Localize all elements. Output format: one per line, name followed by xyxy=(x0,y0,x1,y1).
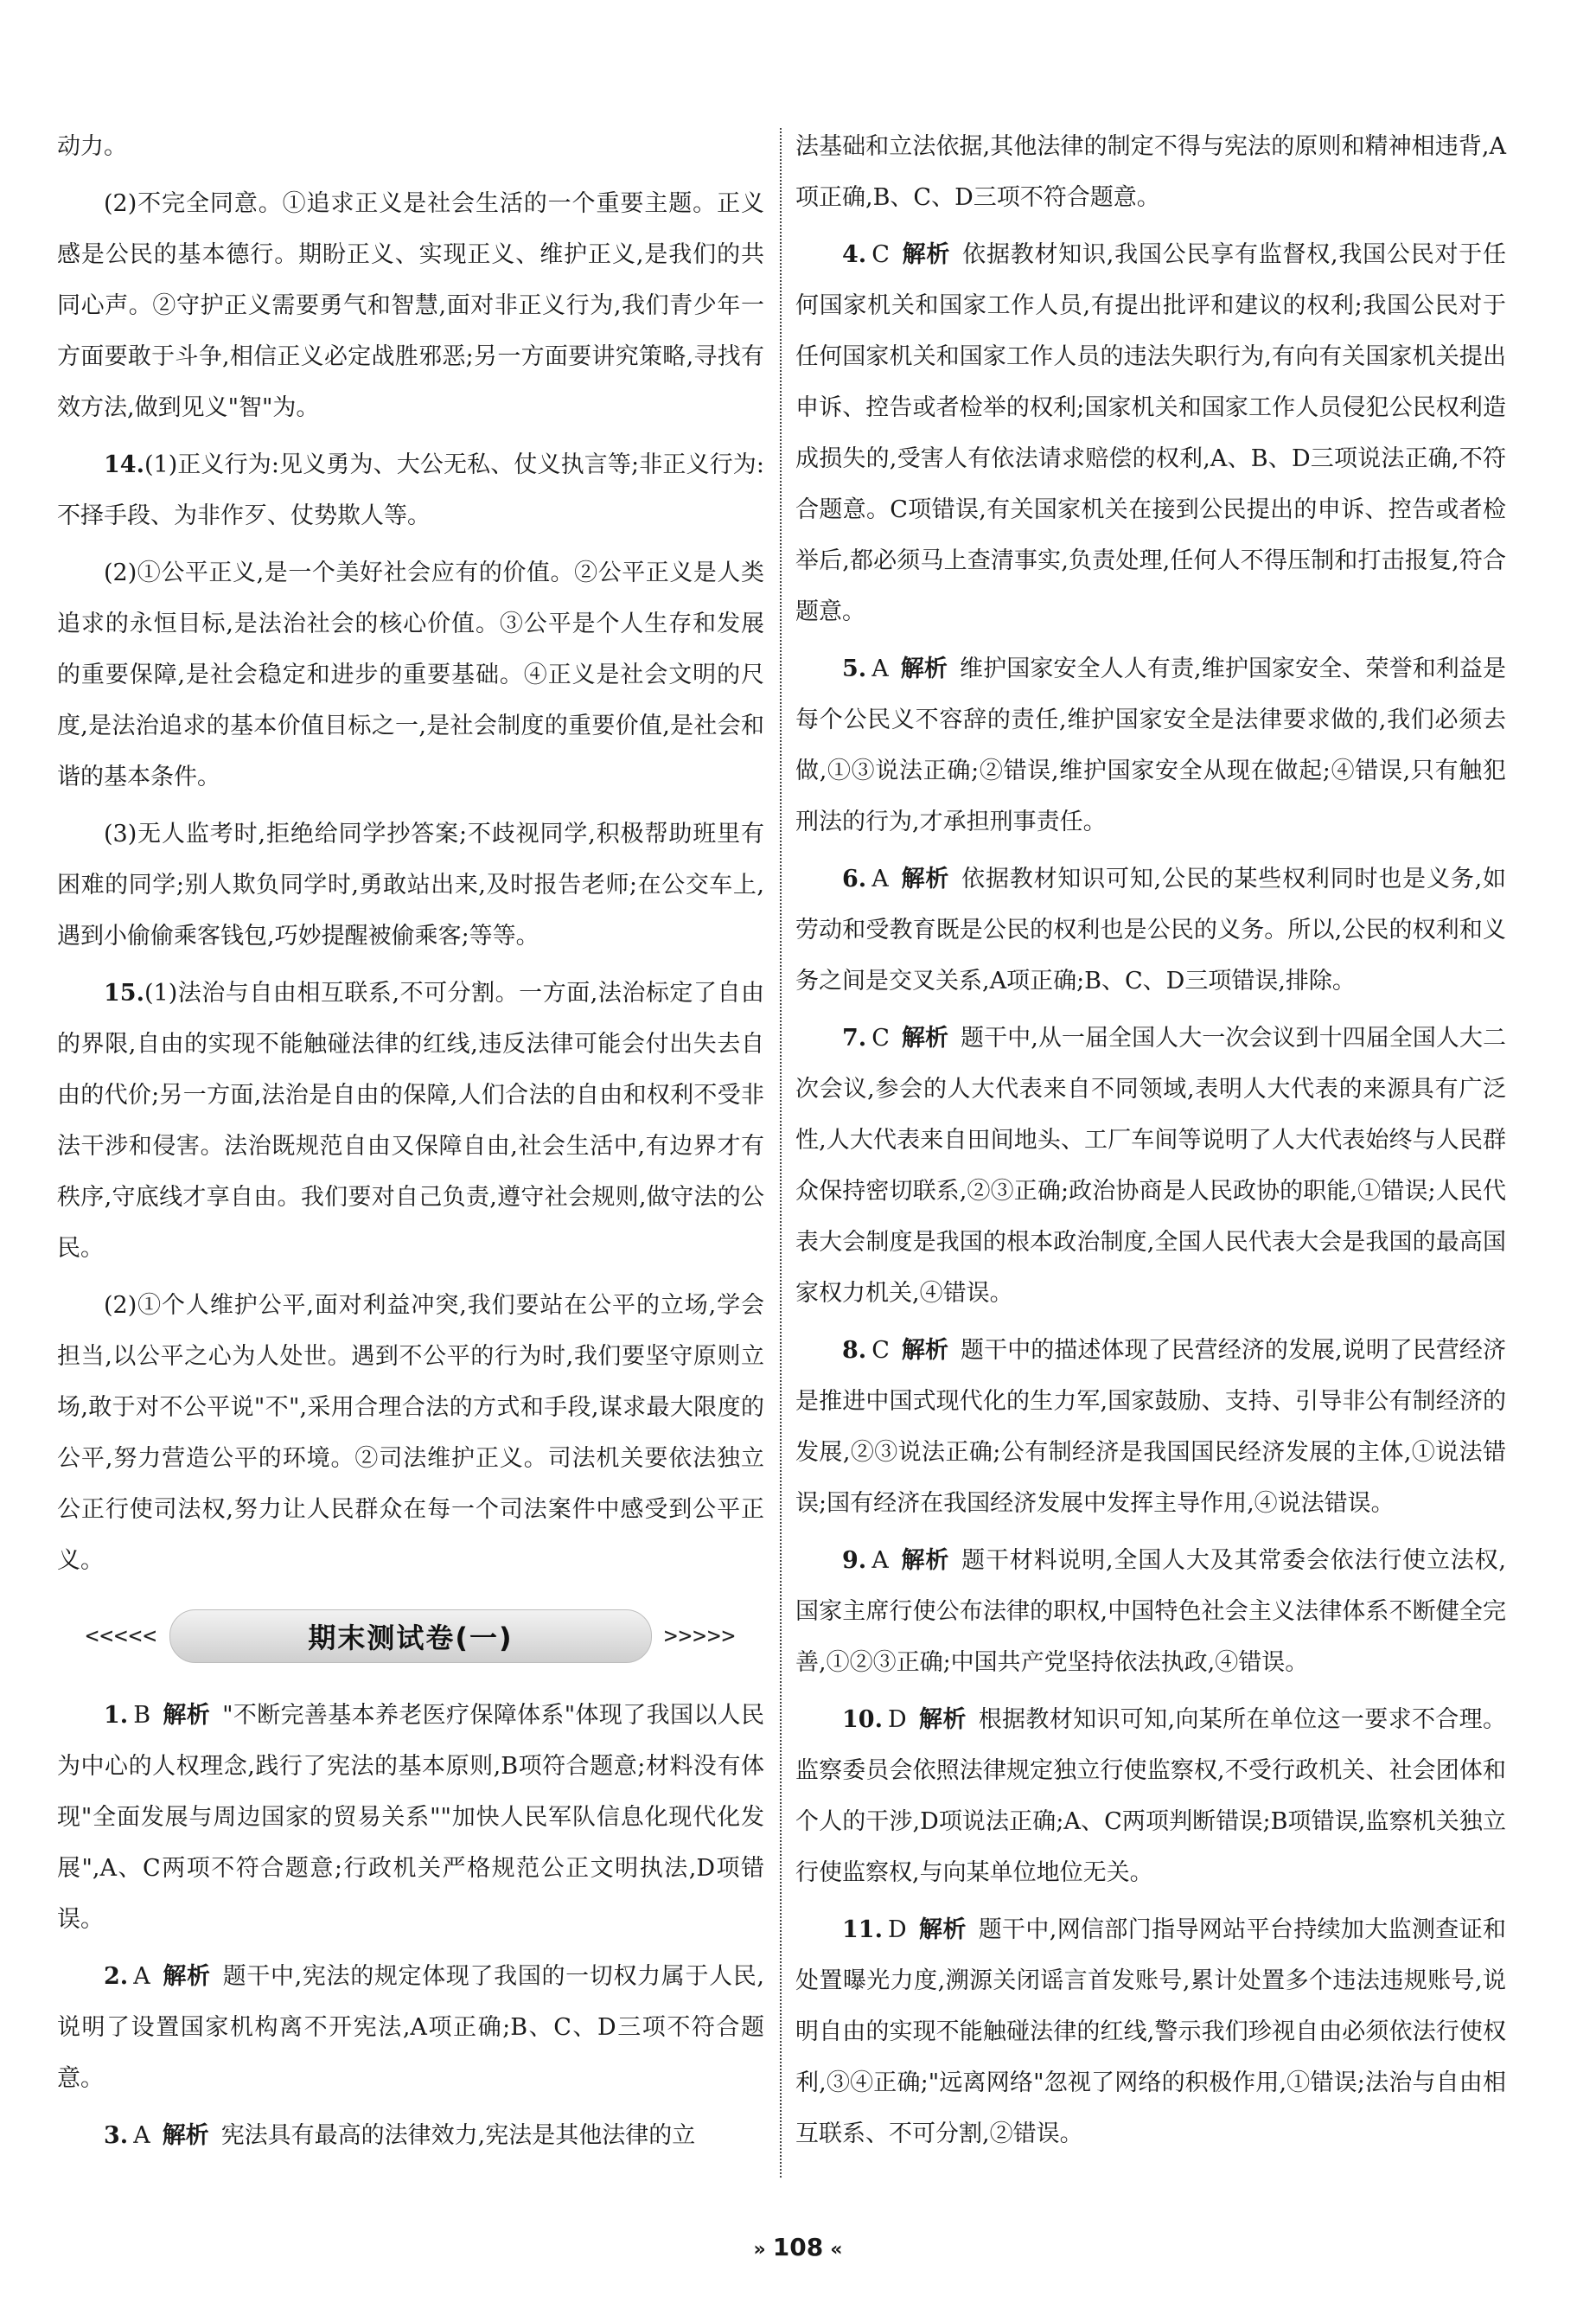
paragraph: 动力。 xyxy=(57,133,127,160)
answer-letter: D xyxy=(887,1916,907,1943)
analysis-text: 维护国家安全人人有责,维护国家安全、荣誉和利益是每个公民义不容辞的责任,维护国家安全是法律要求做的,我们必须去做,①③说法正确;②错误,维护国家安全从现在做起;④错误,只有触犯刑法的行为,才承担刑事责任。 xyxy=(795,656,1507,835)
analysis-label: 解析 xyxy=(918,1706,967,1733)
section-title: 期末测试卷(一) xyxy=(169,1609,652,1663)
analysis-text: 题干中,从一届全国人大一次会议到十四届全国人大二次会议,参会的人大代表来自不同领域,表明人大代表的来源具有广泛性,人大代表来自田间地头、工厂车间等说明了人大代表始终与人民群众保持密切联系,②③正确;政治协商是人民政协的职能,①错误;人民代表大会制度是我国的根本政治制度,全国人民代表大会是我国的最高国家权力机关,④错误。 xyxy=(795,1025,1506,1307)
analysis-text: 根据教材知识可知,向某所在单位这一要求不合理。监察委员会依照法律规定独立行使监察权,不受行政机关、社会团体和个人的干涉,D项说法正确;A、C两项判断错误;B项错误,监察机关独立行使监察权,与向某单位地位无关。 xyxy=(795,1706,1506,1886)
answer-letter: D xyxy=(887,1706,907,1733)
answer-item-6 xyxy=(795,854,1506,1007)
answer-item-3 xyxy=(57,2110,764,2161)
question-number: 14. xyxy=(104,451,144,478)
analysis-text: 题干中的描述体现了民营经济的发展,说明了民营经济是推进中国式现代化的生力军,国家鼓励、支持、引导非公有制经济的发展,②③说法正确;公有制经济是我国国民经济发展的主体,①说法错误;国有经济在我国经济发展中发挥主导作用,④说法错误。 xyxy=(795,1337,1506,1517)
analysis-label: 解析 xyxy=(162,2122,209,2149)
answer-15-part1 xyxy=(57,968,764,1274)
analysis-text: 题干中,宪法的规定体现了我国的一切权力属于人民,说明了设置国家机构离不开宪法,A项正确;B、C、D三项不符合题意。 xyxy=(57,1963,764,2092)
answer-letter: A xyxy=(133,1963,150,1990)
analysis-label: 解析 xyxy=(900,866,950,892)
analysis-label: 解析 xyxy=(901,1025,949,1052)
question-number: 1. xyxy=(104,1702,129,1729)
analysis-label: 解析 xyxy=(918,1916,967,1943)
answer-item-11 xyxy=(795,1904,1506,2159)
answer-text: (1)正义行为:见义勇为、大公无私、仗义执言等;非正义行为:不择手段、为非作歹、仗势欺人等。 xyxy=(57,451,764,529)
answer-letter: A xyxy=(871,866,889,892)
left-arrows-decoration: <<<<< xyxy=(85,1623,157,1649)
page-number: 108 xyxy=(772,2233,824,2261)
question-number: 2. xyxy=(104,1963,129,1990)
answer-item-4 xyxy=(795,229,1506,637)
section-banner xyxy=(57,1605,764,1667)
paragraph: (2)不完全同意。①追求正义是社会生活的一个重要主题。正义感是公民的基本德行。期盼正义、实现正义、维护正义,是我们的共同心声。②守护正义需要勇气和智慧,面对非正义行为,我们青少年一方面要敢于斗争,相信正义必定战胜邪恶;另一方面要讲究策略,寻找有效方法,做到见义"智"为。 xyxy=(57,190,764,421)
right-column xyxy=(795,121,1506,2165)
analysis-label: 解析 xyxy=(900,1547,950,1574)
answer-item-10 xyxy=(795,1694,1506,1898)
question-number: 8. xyxy=(842,1337,867,1364)
analysis-text: 依据教材知识可知,公民的某些权利同时也是义务,如劳动和受教育既是公民的权利也是公民的义务。所以,公民的权利和义务之间是交叉关系,A项正确;B、C、D三项错误,排除。 xyxy=(795,866,1507,995)
analysis-text: "不断完善基本养老医疗保障体系"体现了我国以人民为中心的人权理念,践行了宪法的基本原则,B项符合题意;材料没有体现"全面发展与周边国家的贸易关系""加快人民军队信息化现代化发展",A、C两项不符合题意;行政机关严格规范公正文明执法,D项错误。 xyxy=(57,1702,765,1933)
answer-item-1 xyxy=(57,1690,764,1945)
question-number: 4. xyxy=(842,241,867,268)
analysis-label: 解析 xyxy=(163,1702,211,1729)
chevron-right-icon: » xyxy=(753,2239,766,2261)
left-column xyxy=(57,121,764,2167)
analysis-label: 解析 xyxy=(900,656,948,682)
question-number: 11. xyxy=(842,1916,883,1943)
answer-15-part2: (2)①个人维护公平,面对利益冲突,我们要站在公平的立场,学会担当,以公平之心为人处世。遇到不公平的行为时,我们要坚守原则立场,敢于对不公平说"不",采用合理合法的方式和手段,谋求最大限度的公平,努力营造公平的环境。②司法维护正义。司法机关要依法独立公正行使司法权,努力让人民群众在每一个司法案件中感受到公平正义。 xyxy=(57,1292,764,1574)
answer-item-3-continued: 法基础和立法依据,其他法律的制定不得与宪法的原则和精神相违背,A项正确,B、C、D三项不符合题意。 xyxy=(795,133,1506,211)
analysis-label: 解析 xyxy=(901,241,951,268)
answer-item-9 xyxy=(795,1535,1506,1688)
answer-letter: A xyxy=(871,656,889,682)
question-number: 10. xyxy=(842,1706,883,1733)
page-footer xyxy=(0,2233,1596,2261)
answer-14-part1 xyxy=(57,439,764,541)
answer-item-5 xyxy=(795,643,1506,847)
answer-letter: A xyxy=(871,1547,889,1574)
chevron-left-icon: « xyxy=(830,2239,843,2261)
answer-item-7 xyxy=(795,1013,1506,1319)
answer-14-part3: (3)无人监考时,拒绝给同学抄答案;不歧视同学,积极帮助班里有困难的同学;别人欺负同学时,勇敢站出来,及时报告老师;在公交车上,遇到小偷偷乘客钱包,巧妙提醒被偷乘客;等等。 xyxy=(57,821,764,950)
analysis-text: 题干中,网信部门指导网站平台持续加大监测查证和处置曝光力度,溯源关闭谣言首发账号,累计处置多个违法违规账号,说明自由的实现不能触碰法律的红线,警示我们珍视自由必须依法行使权利,③④正确;"远离网络"忽视了网络的积极作用,①错误;法治与自由相互联系、不可分割,②错误。 xyxy=(795,1916,1506,2147)
answer-letter: C xyxy=(871,241,890,268)
question-number: 9. xyxy=(842,1547,867,1574)
question-number: 5. xyxy=(842,656,867,682)
question-number: 3. xyxy=(104,2122,129,2149)
analysis-text: 宪法具有最高的法律效力,宪法是其他法律的立 xyxy=(220,2122,696,2149)
analysis-text: 依据教材知识,我国公民享有监督权,我国公民对于任何国家机关和国家工作人员,有提出批评和建议的权利;我国公民对于任何国家机关和国家工作人员的违法失职行为,有向有关国家机关提出申诉、控告或者检举的权利;国家机关和国家工作人员侵犯公民权利造成损失的,受害人有依法请求赔偿的权利,A、B、D三项说法正确,不符合题意。C项错误,有关国家机关在接到公民提出的申诉、控告或者检举后,都必须马上查清事实,负责处理,任何人不得压制和打击报复,符合题意。 xyxy=(795,241,1507,625)
answer-letter: C xyxy=(871,1337,890,1364)
question-number: 15. xyxy=(104,980,144,1007)
answer-item-2 xyxy=(57,1951,764,2104)
question-number: 7. xyxy=(842,1025,867,1052)
question-number: 6. xyxy=(842,866,867,892)
answer-14-part2: (2)①公平正义,是一个美好社会应有的价值。②公平正义是人类追求的永恒目标,是法治社会的核心价值。③公平是个人生存和发展的重要保障,是社会稳定和进步的重要基础。④正义是社会文明的尺度,是法治追求的基本价值目标之一,是社会制度的重要价值,是社会和谐的基本条件。 xyxy=(57,560,764,790)
column-divider xyxy=(780,128,782,2178)
analysis-text: 题干材料说明,全国人大及其常委会依法行使立法权,国家主席行使公布法律的职权,中国特色社会主义法律体系不断健全完善,①②③正确;中国共产党坚持依法执政,④错误。 xyxy=(795,1547,1507,1676)
answer-letter: C xyxy=(871,1025,890,1052)
analysis-label: 解析 xyxy=(901,1337,949,1364)
answer-text: (1)法治与自由相互联系,不可分割。一方面,法治标定了自由的界限,自由的实现不能触碰法律的红线,违反法律可能会付出失去自由的代价;另一方面,法治是自由的保障,人们合法的自由和权利不受非法干涉和侵害。法治既规范自由又保障自由,社会生活中,有边界才有秩序,守底线才享自由。我们要对自己负责,遵守社会规则,做守法的公民。 xyxy=(57,980,764,1262)
analysis-label: 解析 xyxy=(162,1963,211,1990)
answer-letter: B xyxy=(133,1702,151,1729)
answer-letter: A xyxy=(133,2122,150,2149)
answer-item-8 xyxy=(795,1325,1506,1529)
right-arrows-decoration: >>>>> xyxy=(664,1623,737,1649)
